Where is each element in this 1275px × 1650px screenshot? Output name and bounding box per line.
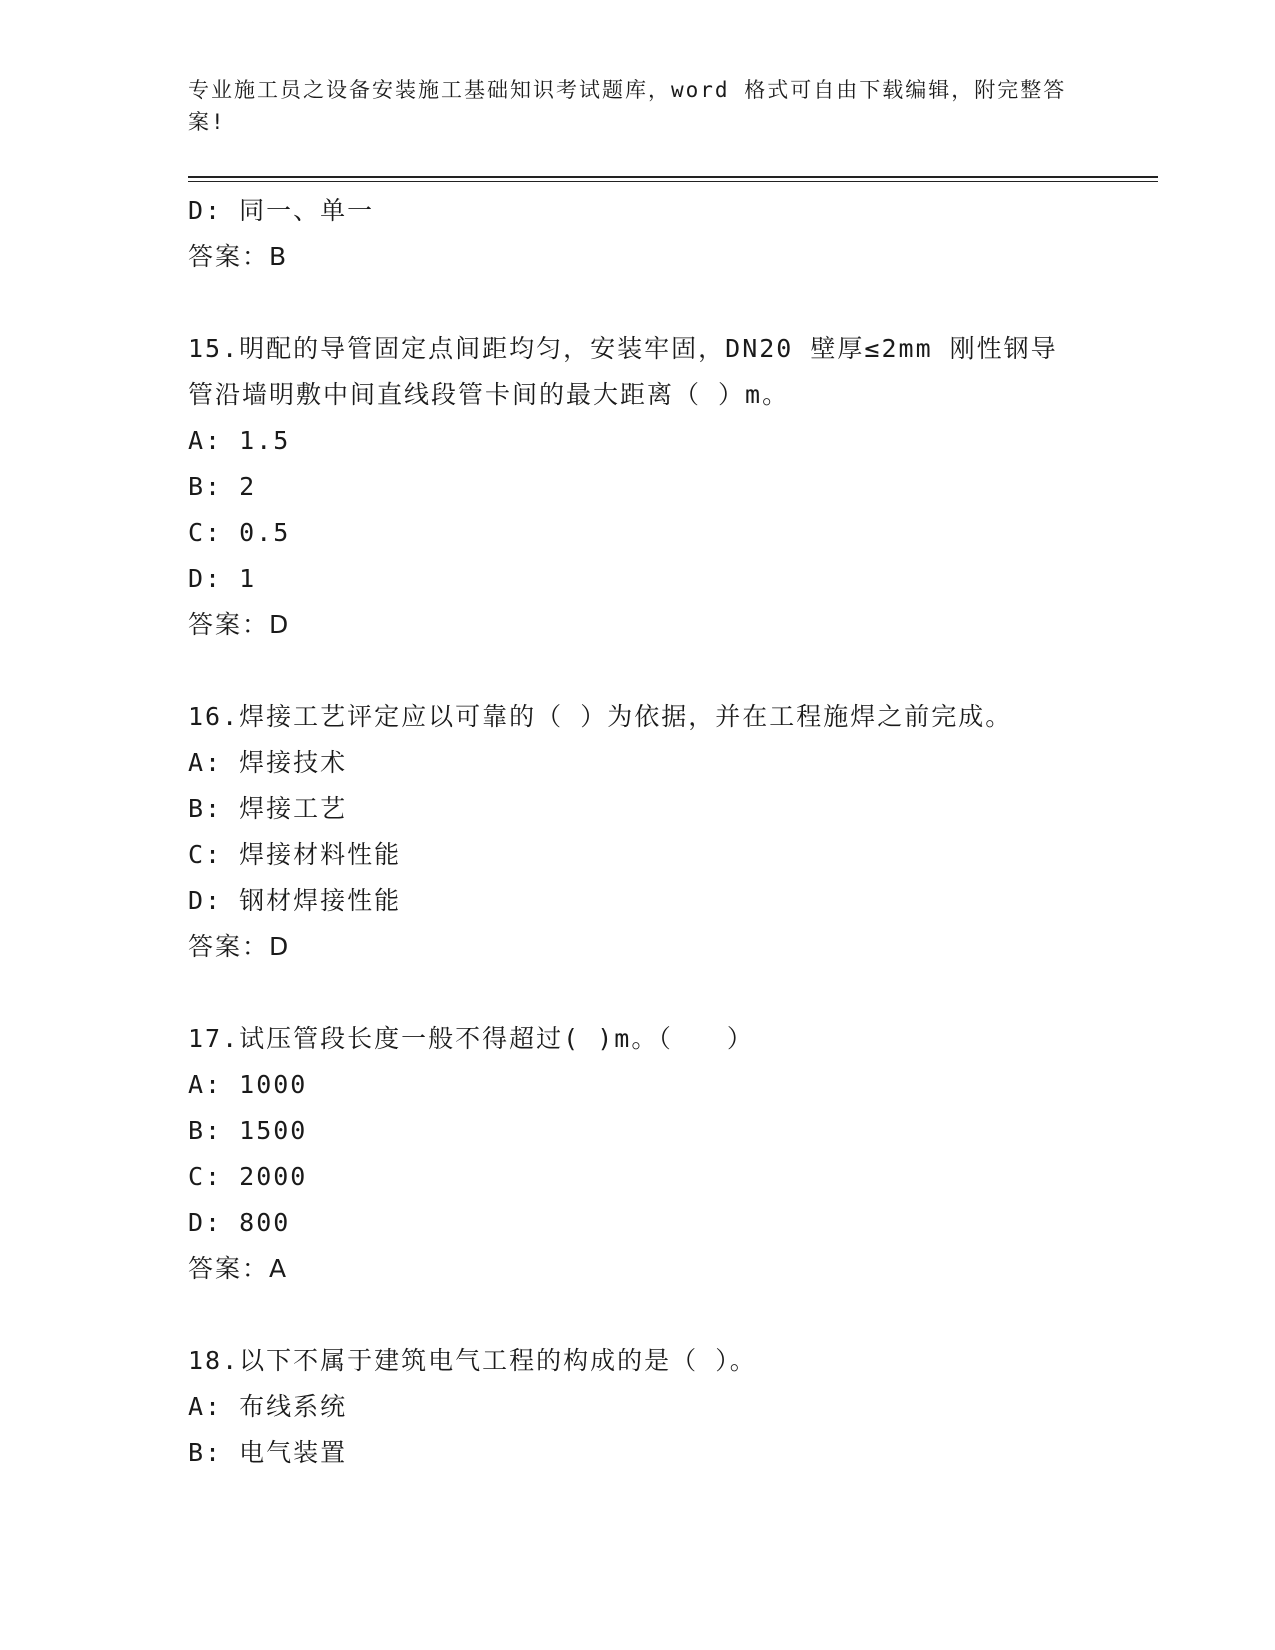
option-a: A: 1000 <box>188 1070 308 1099</box>
answer-line: 答案：D <box>188 610 291 639</box>
question-15 <box>188 326 1088 648</box>
option-d: D: 钢材焊接性能 <box>188 886 402 915</box>
option-d: D: 800 <box>188 1208 291 1237</box>
option-d: D: 同一、单一 <box>188 196 375 225</box>
answer-line: 答案：A <box>188 1254 289 1283</box>
option-d: D: 1 <box>188 564 257 593</box>
question-stem: 17.试压管段长度一般不得超过( )m。（ ） <box>188 1024 754 1053</box>
option-c: C: 焊接材料性能 <box>188 840 402 869</box>
option-c: C: 0.5 <box>188 518 291 547</box>
option-a: A: 布线系统 <box>188 1392 348 1421</box>
question-17 <box>188 1016 1088 1292</box>
question-stem: 15.明配的导管固定点间距均匀，安装牢固，DN20 壁厚≤2mm 刚性钢导 <box>188 334 1058 363</box>
question-18 <box>188 1338 1088 1476</box>
question-stem-continued: 管沿墙明敷中间直线段管卡间的最大距离（ ）m。 <box>188 380 790 409</box>
option-a: A: 1.5 <box>188 426 291 455</box>
question-stem: 16.焊接工艺评定应以可靠的（ ）为依据，并在工程施焊之前完成。 <box>188 702 1013 731</box>
answer-line: 答案：B <box>188 242 289 271</box>
option-a: A: 焊接技术 <box>188 748 348 777</box>
header-divider-thick <box>188 176 1158 178</box>
question-stem: 18.以下不属于建筑电气工程的构成的是（ ）。 <box>188 1346 757 1375</box>
option-b: B: 电气装置 <box>188 1438 348 1467</box>
header-divider-thin <box>188 181 1158 182</box>
question-16 <box>188 694 1088 970</box>
option-c: C: 2000 <box>188 1162 308 1191</box>
document-header: 专业施工员之设备安装施工基础知识考试题库，word 格式可自由下载编辑，附完整答案! <box>188 78 1067 134</box>
question-list <box>188 188 1088 1476</box>
option-b: B: 1500 <box>188 1116 308 1145</box>
answer-line: 答案：D <box>188 932 291 961</box>
option-b: B: 2 <box>188 472 257 501</box>
option-b: B: 焊接工艺 <box>188 794 348 823</box>
